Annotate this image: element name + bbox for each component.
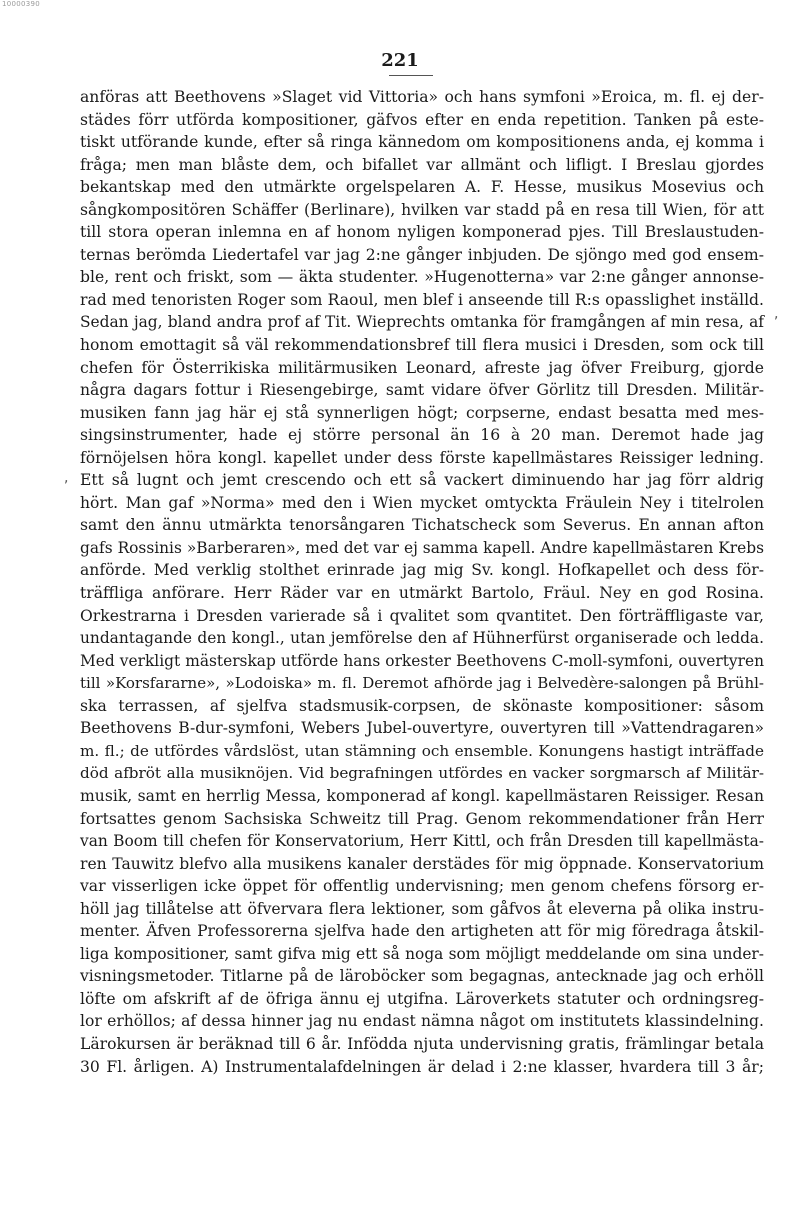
- text-line: m. fl.; de utfördes vårdslöst, utan stämning och ensemble. Konungens hastigt inträffade: [80, 741, 764, 760]
- text-line: till stora operan inlemna en af honom nyligen komponerad pjes. Till Breslaustuden-: [80, 223, 764, 242]
- text-line: fortsattes genom Sachsiska Schweitz till Prag. Genom rekommendationer från Herr: [80, 809, 764, 828]
- text-line: bekantskap med den utmärkte orgelspelaren A. F. Hesse, musikus Mosevius och: [80, 178, 764, 197]
- text-line: fråga; men man blåste dem, och bifallet var allmänt och lifligt. I Breslau gjordes: [80, 155, 764, 174]
- text-line: musiken fann jag här ej stå synnerligen högt; corpserne, endast besatta med mes-: [80, 403, 764, 422]
- text-line: menter. Äfven Professorerna sjelfva hade den artigheten att för mig föredraga åtskil-: [80, 922, 764, 941]
- text-line: [80, 1078, 764, 1101]
- text-line: anföras att Beethovens »Slaget vid Vittoria» och hans symfoni »Eroica, m. fl. ej der-: [80, 88, 764, 106]
- text-line: anförde. Med verklig stolthet erinrade jag mig Sv. kongl. Hofkapellet och dess för-: [80, 561, 764, 580]
- text-line: ska terrassen, af sjelfva stadsmusik-corpsen, de skönaste kompositioner: såsom: [80, 696, 764, 715]
- text-line: till »Korsfararne», »Lodoiska» m. fl. Deremot afhörde jag i Belvedère-salongen på Brühl-: [80, 674, 764, 693]
- text-line: Lärokursen är beräknad till 6 år. Infödda njuta undervisning gratis, främlingar betala: [80, 1034, 764, 1053]
- text-line: 30 Fl. årligen. A) Instrumentalafdelningen är delad i 2:ne klasser, hvardera till 3 år;: [80, 1057, 764, 1076]
- text-line: honom emottagit så väl rekommendationsbref till flera musici i Dresden, som ock till: [80, 336, 764, 355]
- text-line: städes förr utförda kompositioner, gäfvos efter en enda repetition. Tanken på este-: [80, 110, 764, 129]
- text-line: Med verkligt mästerskap utförde hans orkester Beethovens C-moll-symfoni, ouvertyren: [80, 651, 764, 670]
- text-line: chefen för Österrikiska militärmusiken Leonard, afreste jag öfver Freiburg, gjorde: [80, 358, 764, 377]
- text-line: hört. Man gaf »Norma» med den i Wien mycket omtyckta Fräulein Ney i titelrolen: [80, 493, 764, 512]
- body-text: [80, 86, 764, 1101]
- margin-mark: ,: [774, 306, 779, 322]
- text-line: samt den ännu utmärkta tenorsångaren Tichatscheck som Severus. En annan afton: [80, 516, 764, 535]
- text-line: ren Tauwitz blefvo alla musikens kanaler derstädes för mig öppnade. Konservatorium: [80, 854, 764, 873]
- text-line: rad med tenoristen Roger som Raoul, men blef i anseende till R:s opasslighet inställd.: [80, 290, 764, 309]
- text-line: Ett så lugnt och jemt crescendo och ett så vackert diminuendo har jag förr aldrig: [80, 471, 764, 490]
- text-line: förnöjelsen höra kongl. kapellet under dess förste kapellmästares Reissiger ledning.: [80, 448, 764, 467]
- text-line: löfte om afskrift af de öfriga ännu ej utgifna. Läroverkets statuter och ordningsreg-: [80, 989, 764, 1008]
- text-line: var visserligen icke öppet för offentlig undervisning; men genom chefens försorg er-: [80, 877, 764, 896]
- text-line: visningsmetoder. Titlarne på de läroböcker som begagnas, antecknade jag och erhöll: [80, 967, 764, 986]
- text-line: singsinstrumenter, hade ej större personal än 16 à 20 man. Deremot hade jag: [80, 426, 764, 445]
- text-line: död afbröt alla musiknöjen. Vid begrafningen utfördes en vacker sorgmarsch af Militär-: [80, 764, 764, 783]
- scan-id-stamp: 10000390: [2, 0, 41, 8]
- text-line: liga kompositioner, samt gifva mig ett så noga som möjligt meddelande om sina under-: [80, 944, 764, 963]
- text-line: van Boom till chefen för Konservatorium, Herr Kittl, och från Dresden till kapellmästa-: [80, 832, 764, 851]
- text-line: ternas berömda Liedertafel var jag 2:ne gånger inbjuden. De sjöngo med god ensem-: [80, 245, 764, 264]
- margin-mark: ,: [64, 470, 69, 486]
- text-line: träffliga anförare. Herr Räder var en utmärkt Bartolo, Fräul. Ney en god Rosina.: [80, 584, 764, 603]
- text-line: några dagars fottur i Riesengebirge, samt vidare öfver Görlitz till Dresden. Militär-: [80, 381, 764, 400]
- text-line: musik, samt en herrlig Messa, komponerad af kongl. kapellmästaren Reissiger. Resan: [80, 786, 764, 805]
- text-line: Sedan jag, bland andra prof af Tit. Wieprechts omtanka för framgången af min resa, af: [80, 313, 764, 332]
- text-line: ble, rent och friskt, som — äkta studenter. »Hugenotterna» var 2:ne gånger annonse-: [80, 268, 764, 287]
- page-number-underline: [389, 75, 433, 76]
- text-line: undantagande den kongl., utan jemförelse den af Hühnerfürst organiserade och ledda.: [80, 629, 764, 648]
- text-line: Orkestrarna i Dresden varierade så i qvalitet som qvantitet. Den förträffligaste var,: [80, 606, 764, 625]
- page-number: 221: [381, 50, 419, 71]
- text-line: Beethovens B-dur-symfoni, Webers Jubel-ouvertyre, ouvertyren till »Vattendragaren»: [80, 719, 764, 738]
- text-line: gafs Rossinis »Barberaren», med det var ej samma kapell. Andre kapellmästaren Krebs: [80, 538, 764, 557]
- text-line: lor erhöllos; af dessa hinner jag nu endast nämna något om institutets klassindelning.: [80, 1012, 764, 1031]
- text-line: höll jag tillåtelse att öfvervara flera lektioner, som gåfvos åt eleverna på olika instru-: [80, 899, 764, 918]
- text-line: sångkompositören Schäffer (Berlinare), hvilken var stadd på en resa till Wien, för att: [80, 200, 764, 219]
- text-line: tiskt utförande kunde, efter så ringa kännedom om kompositionens anda, ej komma i: [80, 133, 764, 152]
